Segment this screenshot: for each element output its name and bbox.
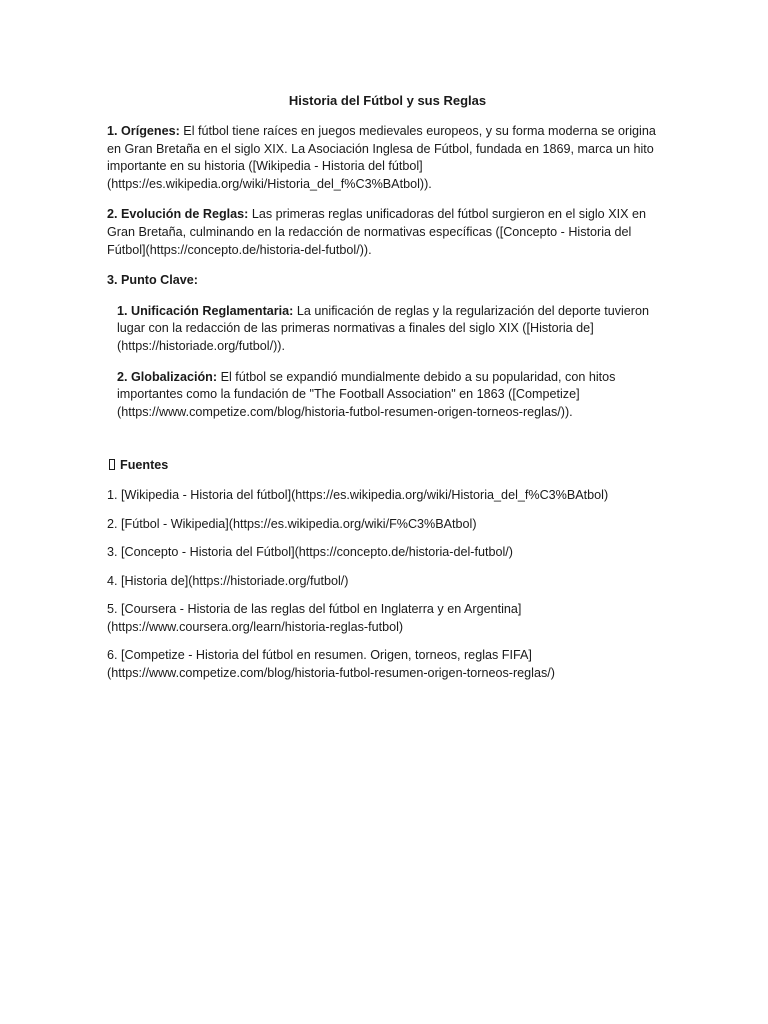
section-text: El fútbol tiene raíces en juegos medievales europeos, y su forma moderna se origina en Gran Bretaña en el siglo XIX. La Asociación Inglesa de Fútbol, fundada en 1869, marca un hito importante en su historia ([Wikipedia - Historia del fútbol](https://es.wikipedia.org/wiki/Historia_del_f%C3%BAtbol)). — [107, 124, 656, 191]
section-label: 3. Punto Clave: — [107, 273, 198, 288]
section-label: 2. Globalización: — [117, 369, 218, 384]
source-item: 2. [Fútbol - Wikipedia](https://es.wikipedia.org/wiki/F%C3%BAtbol) — [107, 516, 477, 531]
section-origenes — [107, 123, 668, 193]
subsection-unificacion — [107, 303, 668, 356]
box-icon — [109, 459, 115, 470]
source-item: 3. [Concepto - Historia del Fútbol](https://concepto.de/historia-del-futbol/) — [107, 545, 514, 560]
source-item: 5. [Coursera - Historia de las reglas del fútbol en Inglaterra y en Argentina](https://www.coursera.org/learn/historia-reglas-futbol) — [107, 602, 522, 634]
section-text: El fútbol se expandió mundialmente debido a su popularidad, con hitos importantes como la fundación de "The Football Association" en 1863 ([Competize](https://www.competize.com/blog/historia-futbol-resumen-origen-torneos-reglas/)). — [117, 369, 616, 419]
page-title: Historia del Fútbol y sus Reglas — [288, 93, 487, 108]
section-label: 1. Unificación Reglamentaria: — [117, 303, 294, 318]
source-item: 6. [Competize - Historia del fútbol en resumen. Origen, torneos, reglas FIFA](https://www.competize.com/blog/historia-futbol-resumen-origen-torneos-reglas/) — [107, 648, 555, 681]
section-text: La unificación de reglas y la regularización del deporte tuvieron lugar con la redacción de las primeras normativas a finales del siglo XIX ([Historia de](https://historiade.org/futbol/)). — [117, 303, 650, 353]
section-label: 2. Evolución de Reglas: — [107, 207, 249, 222]
source-item: 4. [Historia de](https://historiade.org/futbol/) — [107, 573, 349, 588]
sources-heading-label: Fuentes — [120, 458, 169, 473]
subsection-globalizacion — [107, 369, 668, 422]
section-evolucion-reglas — [107, 206, 668, 259]
sources-list — [107, 487, 668, 683]
sources-heading — [109, 457, 668, 475]
section-label: 1. Orígenes: — [107, 124, 180, 138]
section-punto-clave — [107, 272, 668, 290]
section-text: Las primeras reglas unificadoras del fútbol surgieron en el siglo XIX en Gran Bretaña, culminando en la redacción de normativas específicas ([Concepto - Historia del Fútbol](https://concepto.de/historia-del-futbol/)). — [107, 207, 646, 257]
source-item: 1. [Wikipedia - Historia del fútbol](https://es.wikipedia.org/wiki/Historia_del_f%C3%BAtbol) — [107, 487, 609, 502]
